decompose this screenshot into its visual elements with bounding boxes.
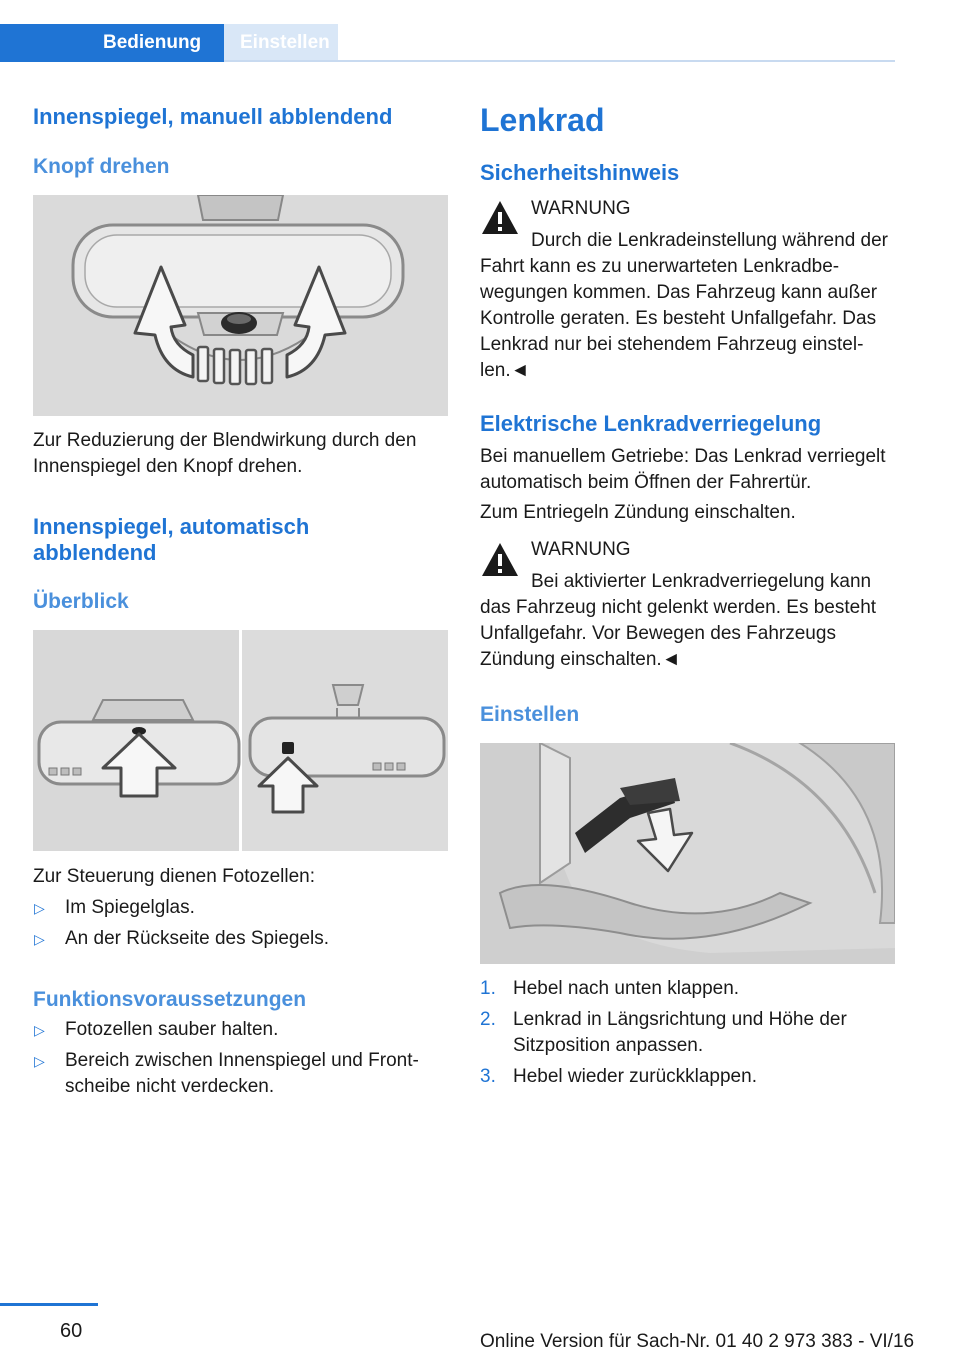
heading-steering-wheel: Lenkrad — [480, 102, 605, 138]
text-lock-1: Bei manuellem Getriebe: Das Lenkrad verriegelt automatisch beim Öffnen der Fahrertür. — [480, 446, 886, 493]
list-item: ▷ Fotozellen sauber halten. — [33, 1017, 448, 1043]
footer-rule — [0, 1303, 98, 1306]
figure-photocells — [33, 630, 448, 851]
heading-overview: Überblick — [33, 590, 129, 613]
heading-requirements: Funktionsvoraussetzungen — [33, 988, 307, 1011]
bullet-triangle-icon: ▷ — [34, 900, 45, 916]
list-item: 1. Hebel nach unten klappen. — [480, 978, 740, 999]
tab-bedienung[interactable]: Bedienung — [0, 24, 224, 62]
list-item: ▷ An der Rückseite des Spiegels. — [33, 926, 448, 952]
warning-text-2: Bei aktivierter Lenkradverriegelung kann das Fahrzeug nicht gelenkt werden. Es besteht Unfallgefahr. Vor Bewegen des Fahrzeugs Zündung einschalten.◄ — [480, 571, 877, 670]
heading-adjust: Einstellen — [480, 703, 580, 726]
bullet-triangle-icon: ▷ — [34, 1053, 45, 1069]
list-item: 3. Hebel wieder zurückklappen. — [480, 1066, 757, 1087]
page-number: 60 — [60, 1320, 83, 1342]
warning-text-1: Durch die Lenkradeinstellung während der Fahrt kann es zu unerwarteten Lenkradbewegungen kommen. Das Fahrzeug kann außer Kontrolle geraten. Es besteht Unfallgefahr. Das Lenkrad nur bei stehendem Fahrzeug einstellen.◄ — [480, 230, 889, 381]
warning-title-2: WARNUNG — [531, 539, 631, 560]
tab-einstellen[interactable]: Einstellen — [224, 24, 338, 62]
heading-steering-lock: Elektrische Lenkradverriegelung — [480, 411, 822, 436]
bullet-triangle-icon: ▷ — [34, 1022, 45, 1038]
header-rule — [224, 60, 895, 62]
text-photocells-intro: Zur Steuerung dienen Fotozellen: — [33, 866, 316, 887]
list-item: ▷ Im Spiegelglas. — [33, 895, 448, 921]
footer-online-version: Online Version für Sach-Nr. 01 40 2 973 383 - VI/16 — [480, 1331, 915, 1352]
requirement-list — [33, 1017, 448, 1105]
heading-auto-mirror: Innenspiegel, automatisch abblendend — [33, 514, 310, 565]
photocell-list — [33, 895, 448, 957]
figure-mirror-knob — [33, 195, 448, 416]
list-item: ▷ Bereich zwischen Innenspiegel und Frontscheibe nicht verdecken. — [34, 1050, 419, 1097]
heading-knob: Knopf drehen — [33, 155, 170, 178]
text-lock-2: Zum Entriegeln Zündung einschalten. — [480, 502, 796, 523]
list-item: 2. Lenkrad in Längsrichtung und Höhe der Sitzposition anpassen. — [480, 1009, 847, 1056]
warning-title-1: WARNUNG — [531, 198, 631, 219]
header-tabs — [0, 24, 338, 62]
heading-safety: Sicherheitshinweis — [480, 160, 680, 185]
bullet-triangle-icon: ▷ — [34, 931, 45, 947]
text-knob-description: Zur Reduzierung der Blendwirkung durch den Innenspiegel den Knopf drehen. — [33, 430, 417, 477]
figure-steering-lever — [480, 743, 895, 964]
steps-list — [480, 976, 896, 1095]
heading-manual-mirror: Innenspiegel, manuell abblendend — [33, 104, 393, 129]
